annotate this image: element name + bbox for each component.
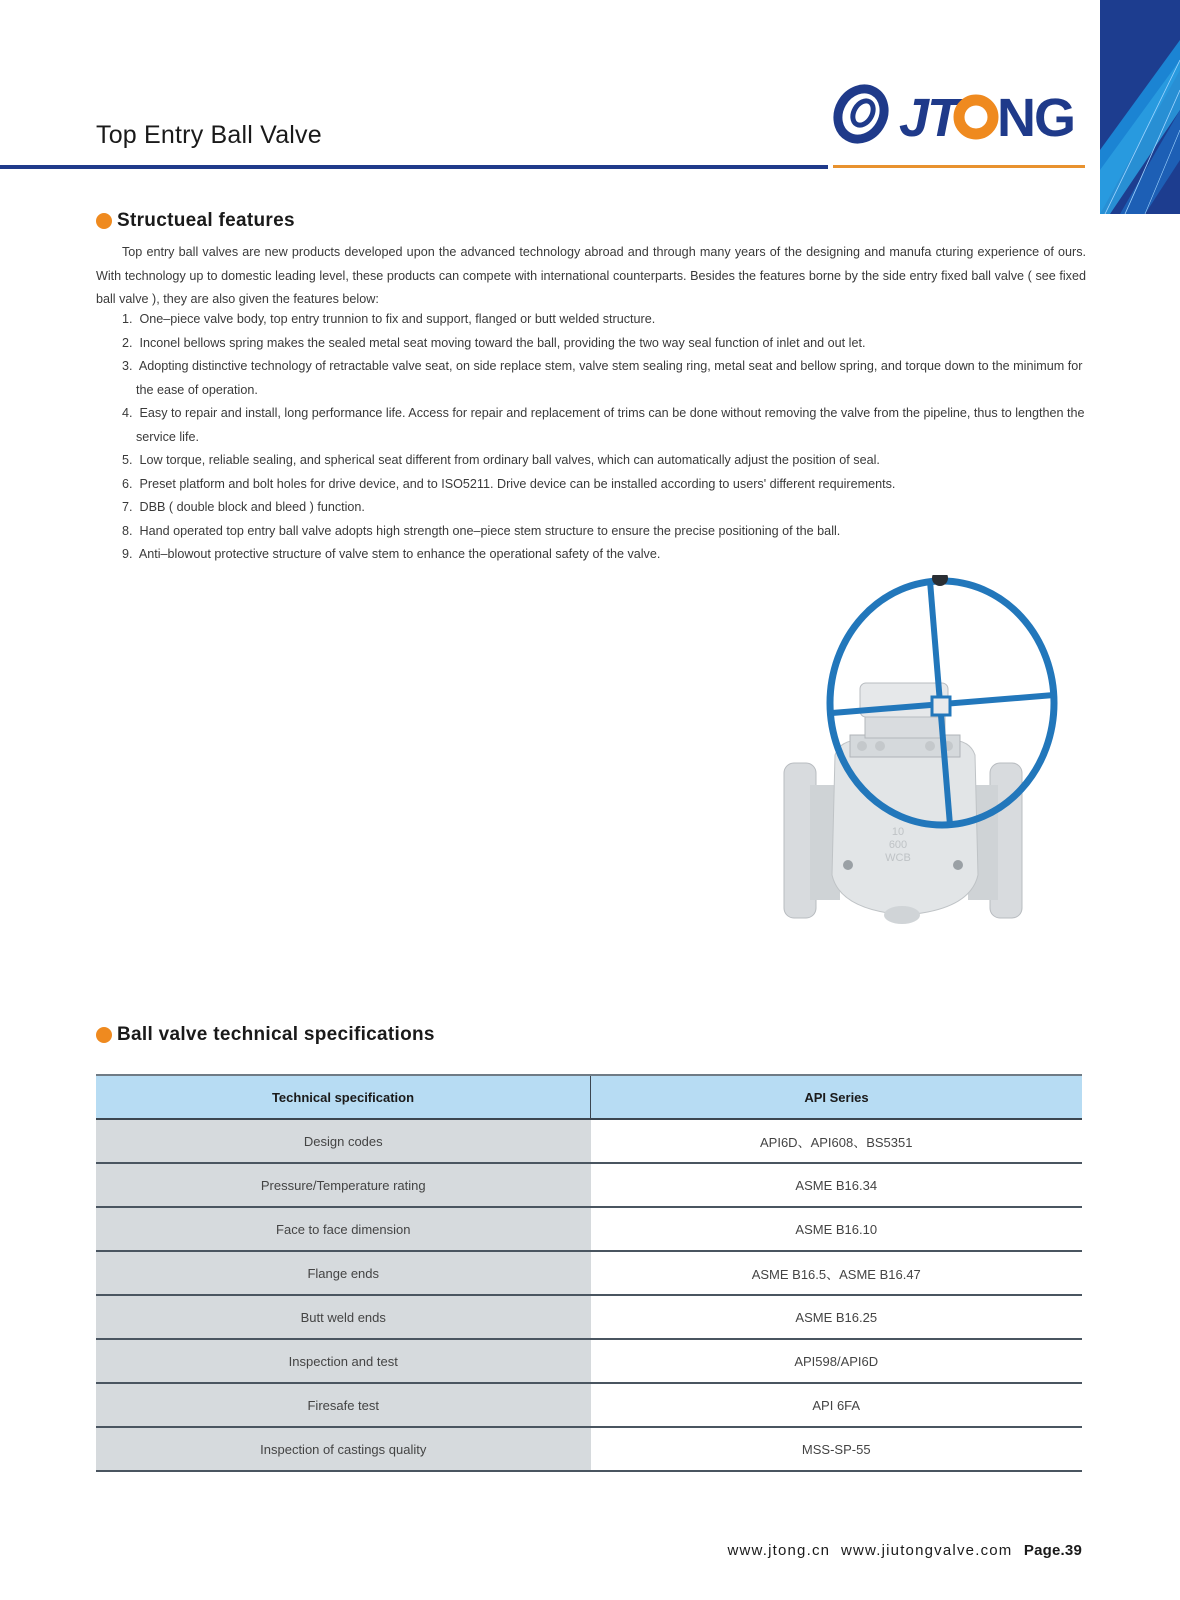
page-title: Top Entry Ball Valve	[96, 121, 322, 149]
spec-label: Design codes	[96, 1119, 591, 1163]
table-row	[96, 1163, 1082, 1207]
table-row	[96, 1339, 1082, 1383]
feature-text: Low torque, reliable sealing, and spherical seat different from ordinary ball valves, which can automatically adjust the position of seal.	[139, 453, 880, 467]
feature-number: 2.	[122, 335, 133, 350]
feature-number: 7.	[122, 500, 133, 514]
spec-value: API6D、API608、BS5351	[591, 1119, 1083, 1163]
feature-text: Inconel bellows spring makes the sealed metal seat moving toward the ball, providing the two way seal function of inlet and out let.	[139, 335, 866, 350]
column-header: Technical specification	[96, 1075, 591, 1119]
feature-item	[122, 355, 1086, 402]
header-rule-orange	[833, 165, 1085, 168]
svg-text:NG: NG	[997, 88, 1074, 148]
body-marking-class: 600	[888, 839, 908, 851]
feature-number: 5.	[122, 453, 133, 467]
spec-label: Firesafe test	[96, 1383, 591, 1427]
spec-label: Butt weld ends	[96, 1295, 591, 1339]
feature-item	[122, 332, 1086, 356]
spec-value: API598/API6D	[591, 1339, 1083, 1383]
feature-text: One–piece valve body, top entry trunnion to fix and support, flanged or butt welded structure.	[139, 312, 656, 326]
table-header-row	[96, 1075, 1082, 1119]
spec-label: Pressure/Temperature rating	[96, 1163, 591, 1207]
page-number: Page.39	[1023, 1542, 1082, 1559]
feature-number: 3.	[122, 359, 133, 373]
feature-text: Preset platform and bolt holes for drive device, and to ISO5211. Drive device can be installed according to users' different requirements.	[139, 476, 896, 491]
feature-item	[122, 308, 1086, 332]
logo-text: JT	[899, 88, 959, 148]
spec-value: ASME B16.5、ASME B16.47	[591, 1251, 1083, 1295]
spec-label: Face to face dimension	[96, 1207, 591, 1251]
body-marking-size: 10	[891, 826, 905, 838]
feature-text: Easy to repair and install, long performance life. Access for repair and replacement of trims can be done without removing the valve from the pipeline, thus to lengthen the service life.	[136, 406, 1085, 444]
spec-label: Inspection and test	[96, 1339, 591, 1383]
feature-list	[122, 308, 1086, 567]
features-heading	[96, 210, 295, 232]
feature-number: 4.	[122, 406, 133, 420]
spec-value: ASME B16.10	[591, 1207, 1083, 1251]
header-rule-blue	[0, 165, 828, 169]
table-row	[96, 1251, 1082, 1295]
feature-item	[122, 449, 1086, 473]
feature-number: 1.	[122, 312, 133, 326]
product-image	[780, 575, 1080, 940]
feature-item	[122, 520, 1086, 544]
feature-number: 6.	[122, 476, 133, 491]
feature-number: 8.	[122, 523, 133, 538]
spec-table	[96, 1074, 1082, 1472]
spec-value: MSS-SP-55	[591, 1427, 1083, 1471]
table-row	[96, 1119, 1082, 1163]
feature-number: 9.	[122, 547, 133, 561]
feature-item	[122, 402, 1086, 449]
spec-value: ASME B16.25	[591, 1295, 1083, 1339]
table-row	[96, 1427, 1082, 1471]
feature-text: Anti–blowout protective structure of valve stem to enhance the operational safety of the valve.	[138, 547, 661, 561]
body-marking-material: WCB	[885, 852, 911, 864]
feature-text: Hand operated top entry ball valve adopts high strength one–piece stem structure to ensure the precise positioning of the ball.	[139, 523, 841, 538]
corner-decoration	[1100, 0, 1180, 214]
page-footer	[727, 1542, 1082, 1559]
feature-text: Adopting distinctive technology of retractable valve seat, on side replace stem, valve stem sealing ring, metal seat and bellow spring, and torque down to the minimum for the ease of operation.	[136, 359, 1083, 397]
table-row	[96, 1295, 1082, 1339]
feature-item	[122, 473, 1086, 497]
bullet-icon	[96, 1027, 112, 1043]
table-row	[96, 1383, 1082, 1427]
column-header: API Series	[591, 1075, 1083, 1119]
logo-swirl-icon	[833, 80, 893, 147]
bullet-icon	[96, 213, 112, 229]
feature-text: DBB ( double block and bleed ) function.	[139, 500, 365, 514]
spec-value: API 6FA	[591, 1383, 1083, 1427]
footer-urls[interactable]: www.jtong.cn www.jiutongvalve.com	[727, 1542, 1013, 1559]
feature-item	[122, 543, 1086, 567]
specs-heading-text: Ball valve technical specifications	[117, 1024, 435, 1045]
table-row	[96, 1207, 1082, 1251]
features-heading-text: Structueal features	[117, 210, 295, 231]
spec-label: Flange ends	[96, 1251, 591, 1295]
feature-item	[122, 496, 1086, 520]
jtong-logo	[833, 78, 1085, 148]
specs-heading	[96, 1024, 435, 1046]
spec-label: Inspection of castings quality	[96, 1427, 591, 1471]
features-intro: Top entry ball valves are new products developed upon the advanced technology abroad and through many years of the designing and manufa cturing experience of ours. With technology up to domestic leading level, these products can compete with international counterparts. Besides the features borne by the side entry fixed ball valve ( see fixed ball valve ), they are also given the features below:	[96, 245, 1086, 306]
spec-value: ASME B16.34	[591, 1163, 1083, 1207]
